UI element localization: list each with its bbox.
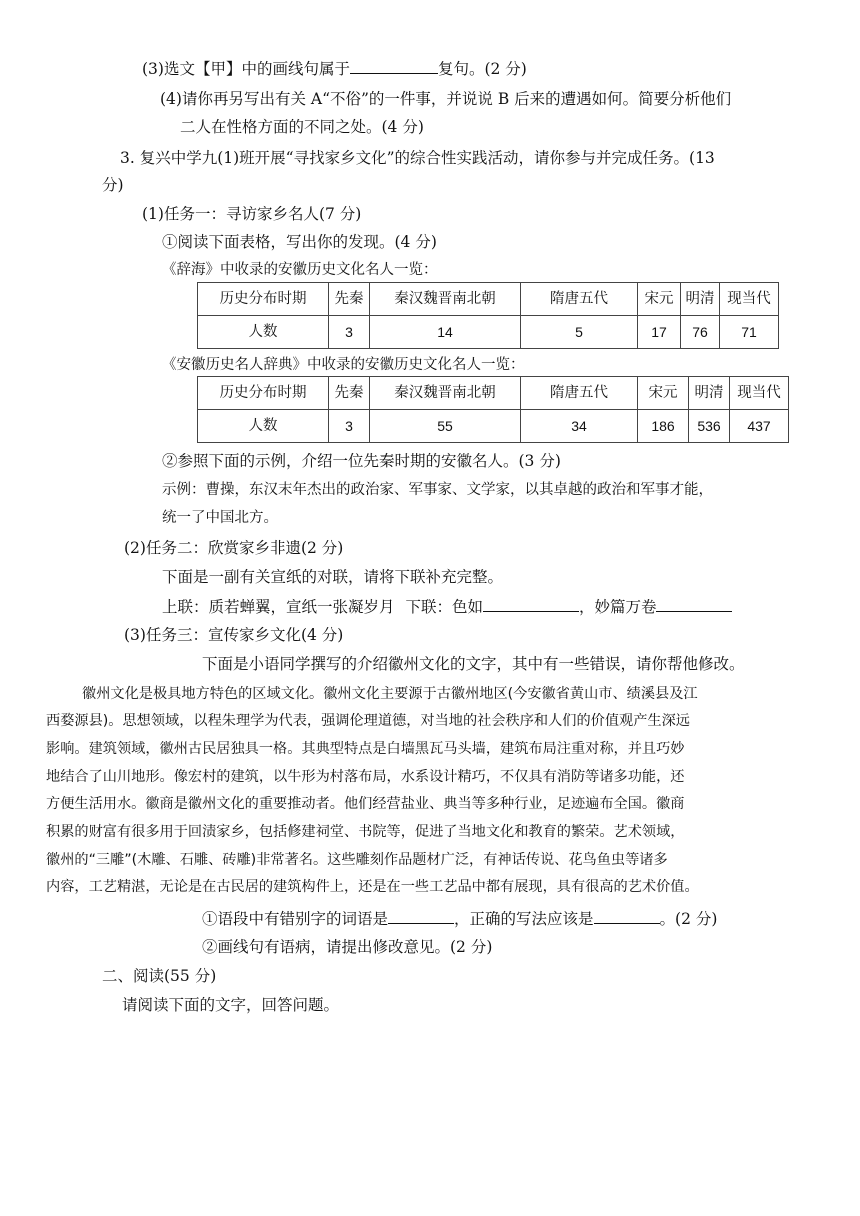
task3-q2: ②画线句有语病，请提出修改意见。(2 分) [202,938,493,956]
table-header-row [198,377,789,410]
task1-heading: (1)任务一：寻访家乡名人(7 分) [142,205,362,223]
task2-heading: (2)任务二：欣赏家乡非遗(2 分) [124,539,344,557]
passage-line: 方便生活用水。徽商是徽州文化的重要推动者。他们经营盐业、典当等多种行业，足迹遍布全国。徽商 [46,796,685,812]
couplet-upper: 上联：质若蝉翼，宣纸一张凝岁月 [162,598,395,616]
table-header-cell: 先秦 [329,283,370,316]
table-cell: 34 [521,410,638,443]
task1-item2: ②参照下面的示例，介绍一位先秦时期的安徽名人。(3 分) [162,452,561,470]
q3-3-text-post: 复句。(2 分) [437,60,527,78]
couplet-lower-mid: ，妙篇万卷 [578,598,657,616]
couplet-lower-pre: 下联：色如 [405,598,483,616]
table-header-row [198,283,779,316]
table-row-label: 人数 [198,316,329,349]
question-3-title-line2: 分) [102,176,124,194]
table-cell: 3 [329,410,370,443]
table-row-label: 人数 [198,410,329,443]
table-header-cell: 明清 [689,377,730,410]
table-cell: 536 [689,410,730,443]
table-cell: 55 [370,410,521,443]
question-3-title-line1: 3. 复兴中学九(1)班开展“寻找家乡文化”的综合性实践活动，请你参与并完成任务。(13 [120,149,715,167]
task2-intro: 下面是一副有关宣纸的对联，请将下联补充完整。 [162,568,504,586]
table-row [198,410,789,443]
table-header-cell: 宋元 [638,377,689,410]
example-line1: 示例：曹操，东汉末年杰出的政治家、军事家、文学家，以其卓越的政治和军事才能， [162,482,713,498]
table-header-cell: 隋唐五代 [521,283,638,316]
section2-intro: 请阅读下面的文字，回答问题。 [122,996,340,1014]
example-line2: 统一了中国北方。 [162,510,278,526]
passage-line: 影响。建筑领域，徽州古民居独具一格。其典型特点是白墙黑瓦马头墙，建筑布局注重对称，并且巧妙 [46,741,685,757]
task1-item1: ①阅读下面表格，写出你的发现。(4 分) [162,233,437,251]
table-header-cell: 秦汉魏晋南北朝 [370,283,521,316]
passage-line: 西婺源县)。思想领域，以程朱理学为代表，强调伦理道德，对当地的社会秩序和人们的价值观产生深远 [46,713,690,729]
table-cell: 3 [329,316,370,349]
table-cell: 76 [681,316,720,349]
passage-line: 徽州文化是极具地方特色的区域文化。徽州文化主要源于古徽州地区(今安徽省黄山市、绩溪县及江 [82,686,698,702]
task3-q1-mid: ，正确的写法应该是 [454,910,594,928]
table-cihai [197,282,779,349]
passage-line: 积累的财富有很多用于回渍家乡，包括修建祠堂、书院等，促进了当地文化和教育的繁荣。艺术领域， [46,824,685,840]
table-header-cell: 现当代 [730,377,789,410]
task3-q1-post: 。(2 分) [659,910,718,928]
table-row [198,316,779,349]
task3-heading: (3)任务三：宣传家乡文化(4 分) [124,626,344,644]
table-header-cell: 现当代 [720,283,779,316]
couplet-blank-1[interactable] [483,593,579,612]
table-cell: 17 [638,316,681,349]
task3-q1 [202,905,717,932]
passage-line: 徽州的“三雕”(木雕、石雕、砖雕)非常著名。这些雕刻作品题材广泛，有神话传说、花鸟鱼虫等诸多 [46,852,668,868]
couplet-blank-2[interactable] [656,593,732,612]
q3-3-text-pre: (3)选文【甲】中的画线句属于 [142,60,350,78]
table-header-cell: 宋元 [638,283,681,316]
table-header-cell: 明清 [681,283,720,316]
table-header-cell: 历史分布时期 [198,377,329,410]
table1-caption: 《辞海》中收录的安徽历史文化名人一览： [162,262,438,278]
question-3-4-line1: (4)请你再另写出有关 A“不俗”的一件事，并说说 B 后来的遭遇如何。简要分析他们 [160,90,732,108]
table-cell: 14 [370,316,521,349]
table-cell: 437 [730,410,789,443]
task3-intro: 下面是小语同学撰写的介绍徽州文化的文字，其中有一些错误，请你帮他修改。 [202,655,745,673]
table-cell: 186 [638,410,689,443]
passage-line: 地结合了山川地形。像宏村的建筑，以牛形为村落布局，水系设计精巧，不仅具有消防等诸多功能，还 [46,769,685,785]
table2-caption: 《安徽历史名人辞典》中收录的安徽历史文化名人一览： [162,357,525,373]
passage-line: 内容，工艺精湛，无论是在古民居的建筑构件上，还是在一些工艺品中都有展现，具有很高的艺术价值。 [46,879,699,895]
question-3-3 [142,55,527,82]
table-cell: 5 [521,316,638,349]
couplet-line [162,593,732,620]
correct-word-blank[interactable] [594,905,660,924]
table-header-cell: 隋唐五代 [521,377,638,410]
table-cell: 71 [720,316,779,349]
answer-blank[interactable] [350,55,438,74]
section2-heading: 二、阅读(55 分) [102,967,217,985]
question-3-4-line2: 二人在性格方面的不同之处。(4 分) [180,118,424,136]
table-anhui-dictionary [197,376,789,443]
table-header-cell: 秦汉魏晋南北朝 [370,377,521,410]
table-header-cell: 先秦 [329,377,370,410]
task3-q1-pre: ①语段中有错别字的词语是 [202,910,389,928]
table-header-cell: 历史分布时期 [198,283,329,316]
typo-word-blank[interactable] [388,905,454,924]
